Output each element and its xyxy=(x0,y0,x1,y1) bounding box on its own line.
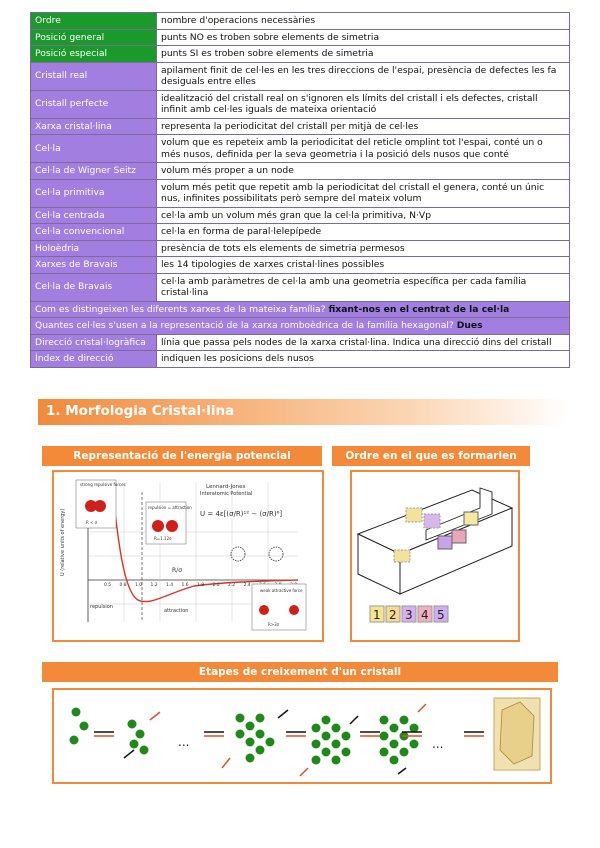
question-text: Quantes cel·les s'usen a la representació de la xarxa romboèdrica de la família hexagonal? xyxy=(35,320,454,331)
atom-dot xyxy=(266,738,275,747)
question-text: Com es distingeixen les diferents xarxes de la mateixa família? xyxy=(35,303,326,315)
glossary-definition: cel·la amb un volum més gran que la cel·la primitiva, N·Vp xyxy=(157,207,570,224)
atom-dot xyxy=(256,714,265,723)
x-tick-label: 0.5 xyxy=(104,583,112,588)
answer-text: Dues xyxy=(456,320,483,331)
glossary-definition: idealització del cristall real on s'ignoren els límits del cristall i els defectes, cristall infinit amb cel·les iguals de mateixa orientació xyxy=(157,90,570,118)
x-tick-label: 0.8 xyxy=(119,583,127,588)
r-axis-label: R/σ xyxy=(172,567,182,574)
x-tick-label: 2.4 xyxy=(243,583,251,588)
atom-dot xyxy=(136,730,145,739)
crystal-order-figure xyxy=(352,472,518,640)
glossary-row xyxy=(31,135,570,163)
atom-c2 xyxy=(289,605,299,615)
ref-circle-2 xyxy=(269,547,283,561)
atom-dot xyxy=(72,708,81,717)
atom-dot xyxy=(342,748,351,757)
atom-dot xyxy=(236,730,245,739)
ref-circle-1 xyxy=(231,547,245,561)
x-tick-label: 1.4 xyxy=(166,583,174,588)
glossary-row xyxy=(31,46,570,63)
glossary-row xyxy=(31,179,570,207)
glossary-term: Xarxes de Bravais xyxy=(31,257,157,274)
glossary-definition: apilament finit de cel·les en les tres direccions de l'espai, presència de defectes les fa desiguals entre elles xyxy=(157,62,570,90)
atom-dot xyxy=(322,732,331,741)
question-cell xyxy=(31,301,570,318)
atom-dot xyxy=(246,754,255,763)
atom-dot xyxy=(256,746,265,755)
cube-1 xyxy=(406,508,422,522)
glossary-term: Ordre xyxy=(31,13,157,30)
lj-formula: U = 4ε[(σ/R)¹² − (σ/R)⁶] xyxy=(200,510,283,518)
atom-dot xyxy=(312,740,321,749)
atom-dot xyxy=(70,736,79,745)
glossary-term: Cel·la de Wigner Seitz xyxy=(31,163,157,180)
x-tick-label: 2.2 xyxy=(228,583,236,588)
atom-dot xyxy=(128,720,137,729)
equilibrium-label: repulsion = attraction xyxy=(148,505,192,510)
atom-dot xyxy=(380,716,389,725)
answer-text: fixant-nos en el centrat de la cel·la xyxy=(328,303,510,315)
glossary-term: Cel·la convencional xyxy=(31,224,157,241)
glossary-definition: representa la periodicitat del cristall per mitjà de cel·les xyxy=(157,118,570,135)
question-row xyxy=(31,301,570,318)
section-header xyxy=(38,399,570,425)
atom-dot xyxy=(130,740,139,749)
atom-dot xyxy=(80,722,89,731)
atom-dot xyxy=(312,756,321,765)
glossary-term: Posició especial xyxy=(31,46,157,63)
growth-dots: ... xyxy=(178,735,190,749)
glossary-term: Holoèdria xyxy=(31,240,157,257)
r-label3: R>3σ xyxy=(268,622,280,627)
atom-dot xyxy=(256,730,265,739)
crystal-growth-figure xyxy=(54,690,550,782)
order-number: 5 xyxy=(437,608,445,622)
atom-dot xyxy=(400,716,409,725)
atom-dot xyxy=(246,738,255,747)
glossary-definition: volum més petit que repetit amb la periodicitat del cristall el genera, conté un únic nus, infinites possibilitats però sempre del mateix volum xyxy=(157,179,570,207)
cube-5 xyxy=(464,512,478,525)
glossary-definition: les 14 tipologies de xarxes cristal·lines possibles xyxy=(157,257,570,274)
strong-label: strong repulsive forces xyxy=(80,482,126,487)
r-label1: R < σ xyxy=(86,520,98,525)
atom-dot xyxy=(342,732,351,741)
glossary-term: Posició general xyxy=(31,29,157,46)
atom-dot xyxy=(322,716,331,725)
order-panel xyxy=(350,470,520,642)
growth-arrow xyxy=(124,750,134,758)
crystal-shape xyxy=(500,702,534,764)
section-title: 1. Morfologia Cristal·lina xyxy=(46,403,235,419)
atom-dot xyxy=(400,748,409,757)
atom-dot xyxy=(332,724,341,733)
glossary-row xyxy=(31,118,570,135)
glossary-row xyxy=(31,163,570,180)
growth-arrow xyxy=(398,768,406,774)
r-label2: R=1.12σ xyxy=(154,536,172,541)
atom-dot xyxy=(410,740,419,749)
atom-dot xyxy=(246,722,255,731)
x-tick-label: 2.0 xyxy=(212,583,220,588)
atom-dot xyxy=(236,714,245,723)
order-numbers xyxy=(370,606,448,622)
energy-panel-title: Representació de l'energia potencial xyxy=(42,446,322,466)
atom-dot xyxy=(140,746,149,755)
glossary-row xyxy=(31,273,570,301)
glossary-term: Direcció cristal·logràfica xyxy=(31,334,157,351)
energy-panel xyxy=(52,470,324,642)
growth-panel xyxy=(52,688,552,784)
y-axis-label: U (relative units of energy) xyxy=(60,508,66,576)
glossary-definition: presència de tots els elements de simetria permesos xyxy=(157,240,570,257)
atom-dot xyxy=(390,724,399,733)
glossary-row xyxy=(31,90,570,118)
attraction-label: attraction xyxy=(164,608,189,614)
glossary-definition: volum més proper a un node xyxy=(157,163,570,180)
atom-b1 xyxy=(152,520,164,532)
order-number: 4 xyxy=(421,608,429,622)
glossary-definition: nombre d'operacions necessàries xyxy=(157,13,570,30)
cube-3 xyxy=(438,536,452,549)
growth-dots-2: ... xyxy=(432,737,444,751)
atom-dot xyxy=(312,724,321,733)
glossary-definition: cel·la amb paràmetres de cel·la amb una geometria específica per cada família cristal·lina xyxy=(157,273,570,301)
growth-arrow xyxy=(350,716,358,724)
question-row xyxy=(31,318,570,335)
growth-panel-title: Etapes de creixement d'un cristall xyxy=(42,662,558,682)
atom-b2 xyxy=(166,520,178,532)
atom-dot xyxy=(332,740,341,749)
glossary-definition: indiquen les posicions dels nusos xyxy=(157,351,570,368)
glossary-row xyxy=(31,13,570,30)
glossary-row xyxy=(31,334,570,351)
repulsion-label: repulsion xyxy=(90,604,113,610)
x-tick-label: 1.0 xyxy=(135,583,143,588)
glossary-table xyxy=(30,12,570,368)
weak-label: weak attractive force xyxy=(260,588,303,593)
cube-2 xyxy=(424,514,440,528)
growth-arrow xyxy=(150,712,160,720)
atom-c1 xyxy=(259,605,269,615)
order-number: 2 xyxy=(389,608,397,622)
glossary-term: Cel·la xyxy=(31,135,157,163)
glossary-term: Xarxa cristal·lina xyxy=(31,118,157,135)
atom-dot xyxy=(390,740,399,749)
glossary-definition: cel·la en forma de paral·lelepípede xyxy=(157,224,570,241)
order-number: 1 xyxy=(373,608,381,622)
glossary-definition: volum que es repeteix amb la periodicitat del reticle omplint tot l'espai, conté un o més nusos, definida per la seva geometria i la posició dels nusos que conté xyxy=(157,135,570,163)
growth-arrow xyxy=(278,710,288,718)
glossary-definition: línia que passa pels nodes de la xarxa cristal·lina. Indica una direcció dins del cristall xyxy=(157,334,570,351)
atom-dot xyxy=(380,748,389,757)
atom-dot xyxy=(380,732,389,741)
glossary-row xyxy=(31,62,570,90)
order-number: 3 xyxy=(405,608,413,622)
glossary-term: Cristall perfecte xyxy=(31,90,157,118)
atom-a2 xyxy=(94,500,106,512)
x-tick-label: 1.6 xyxy=(181,583,189,588)
glossary-definition: punts SI es troben sobre elements de simetria xyxy=(157,46,570,63)
glossary-term: Cel·la primitiva xyxy=(31,179,157,207)
glossary-term: Cel·la de Bravais xyxy=(31,273,157,301)
glossary-row xyxy=(31,207,570,224)
atom-dot xyxy=(332,756,341,765)
glossary-term: Cristall real xyxy=(31,62,157,90)
lennard-jones-figure xyxy=(54,472,322,640)
x-tick-label: 1.8 xyxy=(197,583,205,588)
glossary-term: Cel·la centrada xyxy=(31,207,157,224)
lj-title: Lennard-Jones xyxy=(206,484,246,490)
growth-arrow xyxy=(222,758,230,768)
atom-dot xyxy=(390,756,399,765)
atom-dot xyxy=(410,724,419,733)
glossary-row xyxy=(31,29,570,46)
glossary-definition: punts NO es troben sobre elements de simetria xyxy=(157,29,570,46)
glossary-row xyxy=(31,240,570,257)
growth-arrow xyxy=(300,768,308,776)
atom-dot xyxy=(322,748,331,757)
x-tick-label: 1.2 xyxy=(150,583,158,588)
glossary-row xyxy=(31,257,570,274)
glossary-row xyxy=(31,224,570,241)
glossary-term: Índex de direcció xyxy=(31,351,157,368)
cube-4 xyxy=(452,530,466,543)
glossary-row xyxy=(31,351,570,368)
cube-6 xyxy=(394,550,410,562)
order-panel-title: Ordre en el que es formarien xyxy=(332,446,530,466)
growth-arrow xyxy=(418,704,426,712)
question-cell xyxy=(31,318,570,335)
lj-subtitle: Interatomic Potential xyxy=(200,491,253,497)
